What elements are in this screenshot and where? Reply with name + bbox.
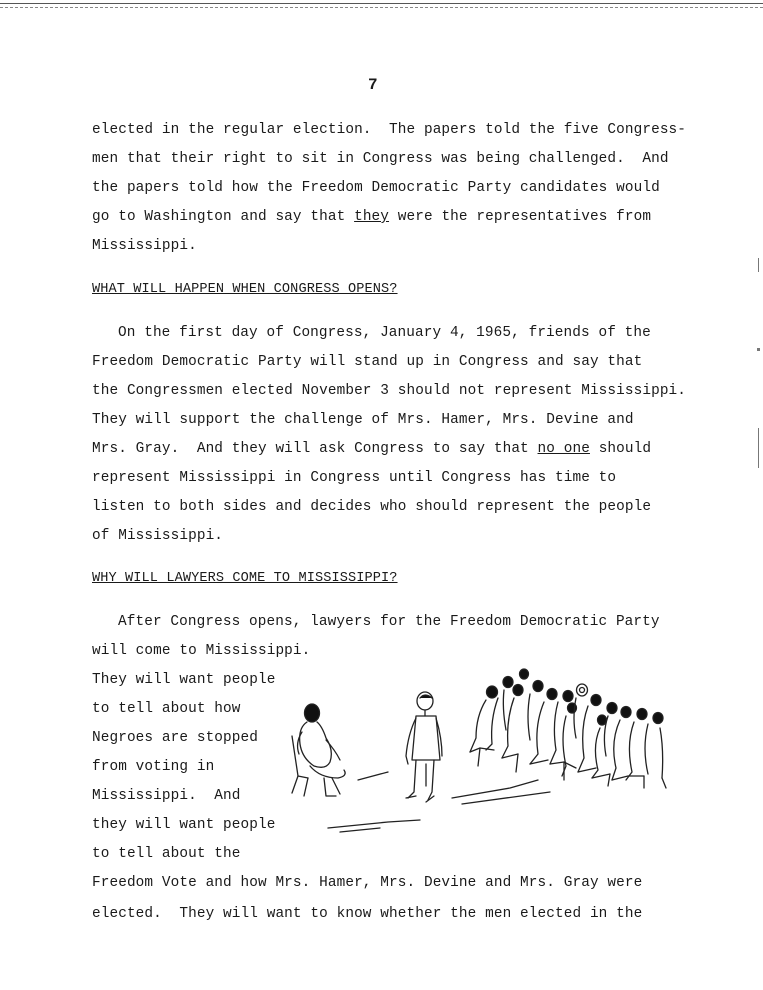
text-line: They will support the challenge of Mrs. Hamer, Mrs. Devine and: [92, 412, 634, 428]
text-line: [92, 209, 651, 225]
text-line: They will want people: [92, 672, 276, 688]
text-line: [92, 441, 651, 457]
text-line: they will want people: [92, 817, 276, 833]
underlined-word: they: [354, 209, 390, 225]
text-line: On the first day of Congress, January 4, 1965, friends of the: [118, 325, 651, 341]
text-segment: should: [589, 441, 652, 457]
section-heading-lawyers: WHY WILL LAWYERS COME TO MISSISSIPPI?: [92, 571, 398, 586]
text-line: the Congressmen elected November 3 should not represent Mississippi.: [92, 383, 687, 399]
text-line: Mississippi.: [92, 238, 197, 254]
text-line: men that their right to sit in Congress was being challenged. And: [92, 151, 669, 167]
seated-woman-figure: [292, 704, 345, 796]
text-line: will come to Mississippi.: [92, 643, 311, 659]
text-segment: were the representatives from: [389, 209, 652, 225]
text-line: of Mississippi.: [92, 528, 224, 544]
text-segment: go to Washington and say that: [92, 209, 355, 225]
scan-speck: [758, 428, 759, 468]
section-heading-congress-opens: WHAT WILL HAPPEN WHEN CONGRESS OPENS?: [92, 282, 398, 297]
text-line: After Congress opens, lawyers for the Freedom Democratic Party: [118, 614, 660, 630]
text-line: to tell about the: [92, 846, 241, 862]
text-line: the papers told how the Freedom Democratic Party candidates would: [92, 180, 660, 196]
text-line: Mississippi. And: [92, 788, 241, 804]
top-border-rule: [0, 3, 763, 8]
text-line: from voting in: [92, 759, 215, 775]
text-line: Freedom Democratic Party will stand up in Congress and say that: [92, 354, 643, 370]
page-number: 7: [368, 76, 378, 94]
text-line: to tell about how: [92, 701, 241, 717]
text-line: elected. They will want to know whether the men elected in the: [92, 906, 643, 922]
scan-speck: [758, 258, 759, 272]
standing-man-figure: [406, 692, 442, 802]
text-line: listen to both sides and decides who should represent the people: [92, 499, 652, 515]
scan-speck: [757, 348, 760, 351]
text-line: elected in the regular election. The papers told the five Congress-: [92, 122, 687, 138]
seated-group-figures: [470, 669, 666, 788]
text-line: Negroes are stopped: [92, 730, 258, 746]
courtroom-illustration: [280, 668, 680, 838]
text-line: Freedom Vote and how Mrs. Hamer, Mrs. Devine and Mrs. Gray were: [92, 875, 643, 891]
text-segment: Mrs. Gray. And they will ask Congress to say that: [92, 441, 538, 457]
text-line: represent Mississippi in Congress until Congress has time to: [92, 470, 617, 486]
underlined-phrase: no one: [537, 441, 590, 457]
